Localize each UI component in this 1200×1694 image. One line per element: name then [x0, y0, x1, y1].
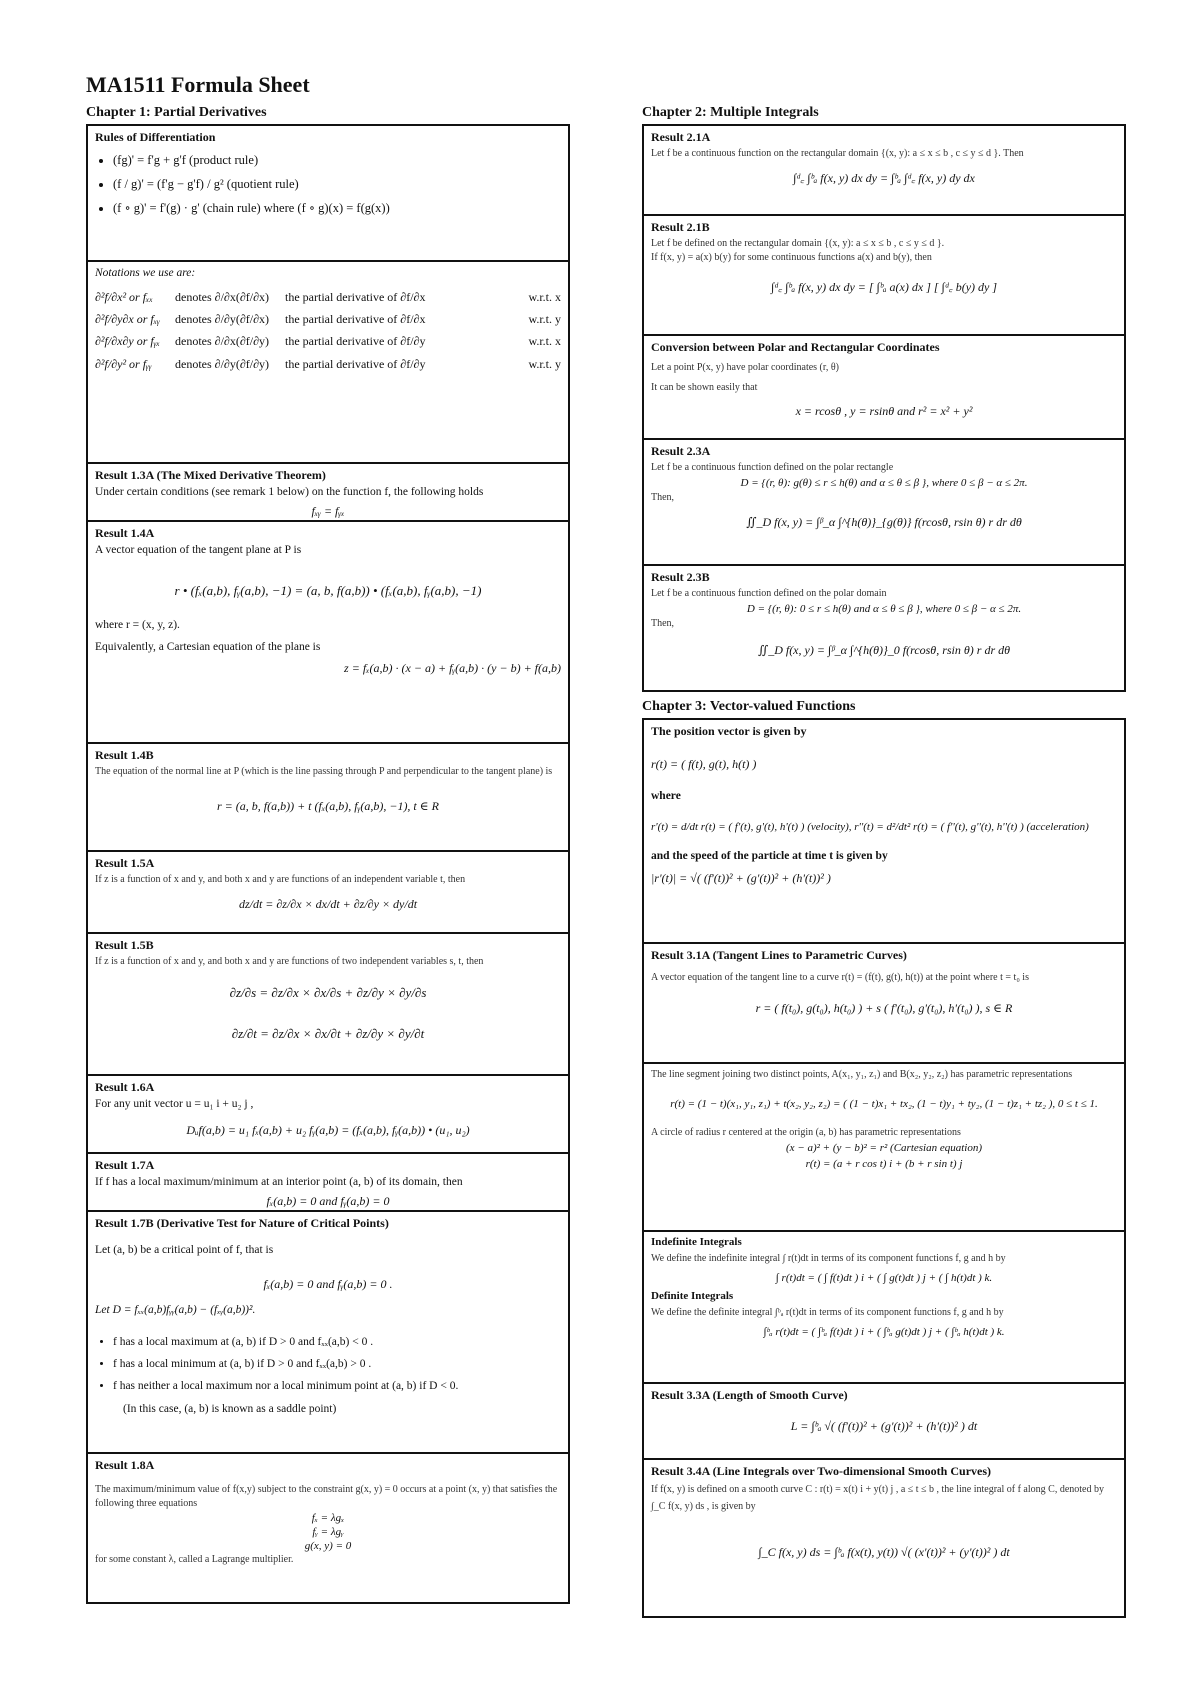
result-1-6a-equation: Dᵤf(a,b) = u₁ fₓ(a,b) + u₂ fᵧ(a,b) = (fₓ(a,b), fᵧ(a,b)) • (u₁, u₂) [186, 1122, 470, 1137]
polar-conversion-heading: Conversion between Polar and Rectangular Coordinates [651, 340, 940, 354]
velocity-acceleration-equation: r'(t) = d/dt r(t) = ( f'(t), g'(t), h'(t) ) (velocity), r''(t) = d²/dt² r(t) = ( f''(t), g''(t), h''(t) ) (acceleration) [651, 820, 1089, 833]
notation-denotes: denotes ∂/∂y(∂f/∂y) [175, 356, 270, 371]
notation-desc: the partial derivative of ∂f/∂y [285, 356, 426, 371]
result-1-8a-text: The maximum/minimum value of f(x,y) subject to the constraint g(x, y) = 0 occurs at a point (x, y) that satisfies the following three equations [95, 1484, 558, 1509]
result-1-4b-heading: Result 1.4B [95, 748, 154, 762]
notation-denotes: denotes ∂/∂y(∂f/∂x) [175, 311, 270, 326]
result-1-6a-text: For any unit vector u = u₁ i + u₂ j , [95, 1098, 254, 1110]
saddle-condition: • f has neither a local maximum nor a local minimum point at (a, b) if D < 0. [113, 1376, 561, 1398]
rules-box [86, 124, 570, 262]
result-3-4a-text: If f(x, y) is defined on a smooth curve C : r(t) = x(t) i + y(t) j , a ≤ t ≤ b , the line integral of f along C, denoted by ∫_C f(x, y) ds , is given by [651, 1484, 1104, 1512]
circle-cartesian-equation: (x − a)² + (y − b)² = r² (Cartesian equation) [786, 1141, 982, 1154]
result-1-8a-heading: Result 1.8A [95, 1458, 155, 1472]
notation-desc: the partial derivative of ∂f/∂x [285, 311, 426, 326]
notation-wrt: w.r.t. y [528, 311, 561, 326]
result-1-4a-equation: r • (fₓ(a,b), fᵧ(a,b), −1) = (a, b, f(a,b)) • (fₓ(a,b), fᵧ(a,b), −1) [174, 582, 482, 598]
result-2-1a-heading: Result 2.1A [651, 130, 711, 144]
position-vector-equation: r(t) = ( f(t), g(t), h(t) ) [651, 757, 757, 771]
indefinite-integrals-heading: Indefinite Integrals [651, 1236, 742, 1248]
result-1-4a-box [86, 522, 570, 744]
notation-symbol: ∂²f/∂y∂x or fₓᵧ [95, 311, 160, 326]
result-1-7a-equation: fₓ(a,b) = 0 and fᵧ(a,b) = 0 [266, 1193, 390, 1208]
notation-symbol: ∂²f/∂x∂y or fᵧₓ [95, 334, 160, 349]
result-2-1b-text: Let f be defined on the rectangular domain {(x, y): a ≤ x ≤ b , c ≤ y ≤ d }. [651, 238, 945, 249]
result-1-7a-heading: Result 1.7A [95, 1158, 155, 1172]
result-2-1a-text: Let f be a continuous function on the rectangular domain {(x, y): a ≤ x ≤ b , c ≤ y ≤ d }. Then [651, 148, 1024, 159]
notation-wrt: w.r.t. x [528, 289, 561, 304]
notation-symbol: ∂²f/∂y² or fᵧᵧ [95, 356, 152, 371]
notation-symbol: ∂²f/∂x² or fₓₓ [95, 289, 153, 304]
position-vector-heading: The position vector is given by [651, 724, 807, 738]
indefinite-integrals-text: We define the indefinite integral ∫ r(t)dt in terms of its component functions f, g and h by [651, 1253, 1006, 1264]
result-1-7b-list [113, 1332, 561, 1398]
result-2-3a-heading: Result 2.3A [651, 444, 711, 458]
chain-rule: • (f ∘ g)' = f'(g) · g' (chain rule) where (f ∘ g)(x) = f(g(x)) [113, 197, 561, 221]
polar-conversion-text: Let a point P(x, y) have polar coordinates (r, θ) [651, 362, 839, 373]
polar-conversion-equation: x = rcosθ , y = rsinθ and r² = x² + y² [795, 404, 973, 418]
result-2-3b-heading: Result 2.3B [651, 570, 710, 584]
vector-integrals-box [642, 1232, 1126, 1384]
result-1-3a-equation: fₓᵧ = fᵧₓ [311, 503, 345, 518]
result-1-3a-heading: Result 1.3A (The Mixed Derivative Theorem) [95, 468, 326, 482]
notation-row [95, 357, 561, 371]
chapter-1-heading: Chapter 1: Partial Derivatives [86, 105, 267, 120]
result-1-4a-cartesian: z = fₓ(a,b) · (x − a) + fᵧ(a,b) · (y − b) + f(a,b) [344, 661, 561, 676]
result-1-5b-box [86, 934, 570, 1076]
notation-denotes: denotes ∂/∂x(∂f/∂y) [175, 334, 270, 349]
notation-wrt: w.r.t. x [528, 334, 561, 349]
result-2-3a-then: Then, [651, 492, 675, 503]
saddle-point-note: (In this case, (a, b) is known as a saddle point) [123, 1402, 337, 1415]
result-1-5a-text: If z is a function of x and y, and both x and y are functions of an independent variable t, then [95, 874, 466, 885]
chapter-2-heading: Chapter 2: Multiple Integrals [642, 105, 819, 120]
result-1-7b-discriminant: Let D = fₓₓ(a,b)fᵧᵧ(a,b) − (fₓᵧ(a,b))². [95, 1303, 256, 1316]
result-1-7b-equation: fₓ(a,b) = 0 and fᵧ(a,b) = 0 . [263, 1276, 393, 1291]
result-2-3b-then: Then, [651, 618, 675, 629]
result-2-1b-text2: If f(x, y) = a(x) b(y) for some continuous functions a(x) and b(y), then [651, 251, 932, 263]
result-1-8a-box [86, 1454, 570, 1604]
speed-text: and the speed of the particle at time t is given by [651, 850, 888, 863]
result-3-4a-heading: Result 3.4A (Line Integrals over Two-dimensional Smooth Curves) [651, 1464, 992, 1478]
result-3-3a-box [642, 1384, 1126, 1460]
right-column [642, 104, 1126, 1618]
result-2-3a-equation: ∬_D f(x, y) = ∫ᵝ_α ∫^{h(θ)}_{g(θ)} f(rcosθ, rsin θ) r dr dθ [746, 514, 1022, 529]
definite-integrals-equation: ∫ᵇₐ r(t)dt = ( ∫ᵇₐ f(t)dt ) i + ( ∫ᵇₐ g(t)dt ) j + ( ∫ᵇₐ h(t)dt ) k. [763, 1325, 1005, 1338]
notation-row [95, 334, 561, 348]
lagrange-eq-fy: fᵧ = λgᵧ [312, 1525, 344, 1538]
result-1-5b-equation-s: ∂z/∂s = ∂z/∂x × ∂x/∂s + ∂z/∂y × ∂y/∂s [229, 984, 427, 1000]
result-1-4b-equation: r = (a, b, f(a,b)) + t (fₓ(a,b), fᵧ(a,b), −1), t ∈ R [217, 798, 439, 813]
result-1-4b-text: The equation of the normal line at P (which is the line passing through P and perpendicular to the tangent plane) is [95, 766, 553, 777]
result-3-1a-text: A vector equation of the tangent line to a curve r(t) = (f(t), g(t), h(t)) at the point where t = t₀ is [651, 972, 1029, 983]
notation-desc: the partial derivative of ∂f/∂y [285, 334, 426, 349]
result-2-3b-equation: ∬_D f(x, y) = ∫ᵝ_α ∫^{h(θ)}_0 f(rcosθ, rsin θ) r dr dθ [757, 642, 1011, 657]
result-2-1b-heading: Result 2.1B [651, 220, 710, 234]
result-1-7a-box [86, 1154, 570, 1212]
result-1-5b-text: If z is a function of x and y, and both x and y are functions of two independent variables s, t, then [95, 956, 484, 967]
result-1-5b-equation-t: ∂z/∂t = ∂z/∂x × ∂x/∂t + ∂z/∂y × ∂y/∂t [231, 1026, 425, 1041]
result-2-3a-domain: D = {(r, θ): g(θ) ≤ r ≤ h(θ) and α ≤ θ ≤ β }, where 0 ≤ β − α ≤ 2π. [740, 476, 1028, 489]
circle-vector-equation: r(t) = (a + r cos t) i + (b + r sin t) j [805, 1158, 963, 1170]
result-1-7b-heading: Result 1.7B (Derivative Test for Nature of Critical Points) [95, 1216, 389, 1230]
result-1-6a-box [86, 1076, 570, 1154]
result-2-3b-text: Let f be a continuous function defined on the polar domain [651, 588, 887, 599]
result-1-3a-text: Under certain conditions (see remark 1 below) on the function f, the following holds [95, 486, 484, 498]
definite-integrals-heading: Definite Integrals [651, 1290, 734, 1302]
product-rule: • (fg)' = f'g + g'f (product rule) [113, 149, 561, 173]
result-2-1a-box [642, 124, 1126, 216]
notation-row [95, 312, 561, 326]
notation-desc: the partial derivative of ∂f/∂x [285, 289, 426, 304]
result-1-4a-where: where r = (x, y, z). [95, 619, 180, 632]
position-vector-where: where [651, 790, 681, 802]
rules-heading: Rules of Differentiation [95, 130, 216, 144]
notation-wrt: w.r.t. y [528, 356, 561, 371]
result-1-4a-text: A vector equation of the tangent plane at P is [95, 544, 302, 556]
notations-box [86, 262, 570, 464]
chapter-3-heading: Chapter 3: Vector-valued Functions [642, 699, 856, 714]
result-3-3a-heading: Result 3.3A (Length of Smooth Curve) [651, 1388, 848, 1402]
notation-row [95, 290, 561, 304]
polar-conversion-box [642, 336, 1126, 440]
result-3-1a-equation: r = ( f(t₀), g(t₀), h(t₀) ) + s ( f'(t₀), g'(t₀), h'(t₀) ), s ∈ R [755, 1000, 1013, 1015]
result-1-5b-heading: Result 1.5B [95, 938, 154, 952]
local-min-condition: • f has a local minimum at (a, b) if D > 0 and fₓₓ(a,b) > 0 . [113, 1354, 561, 1376]
result-3-1a-box [642, 944, 1126, 1064]
result-3-1a-heading: Result 3.1A (Tangent Lines to Parametric Curves) [651, 948, 907, 962]
result-1-7b-text: Let (a, b) be a critical point of f, that is [95, 1244, 274, 1256]
speed-equation: |r'(t)| = √( (f'(t))² + (g'(t))² + (h'(t))² ) [651, 870, 831, 885]
result-1-5a-heading: Result 1.5A [95, 856, 155, 870]
result-1-6a-heading: Result 1.6A [95, 1080, 155, 1094]
result-1-4a-heading: Result 1.4A [95, 526, 155, 540]
page-title: MA1511 Formula Sheet [86, 72, 310, 97]
result-1-3a-box [86, 464, 570, 522]
quotient-rule: • (f / g)' = (f'g − g'f) / g² (quotient rule) [113, 173, 561, 197]
lagrange-eq-constraint: g(x, y) = 0 [304, 1539, 352, 1552]
left-column [86, 104, 570, 1604]
result-1-4a-text2: Equivalently, a Cartesian equation of the plane is [95, 640, 321, 653]
line-segment-circle-box [642, 1064, 1126, 1232]
line-segment-text: The line segment joining two distinct points, A(x₁, y₁, z₁) and B(x₂, y₂, z₂) has parametric representations [651, 1069, 1073, 1080]
result-1-4b-box [86, 744, 570, 852]
result-1-8a-text2: for some constant λ, called a Lagrange multiplier. [95, 1554, 294, 1566]
definite-integrals-text: We define the definite integral ∫ᵇₐ r(t)dt in terms of its component functions f, g and h by [651, 1307, 1004, 1318]
result-1-7a-text: If f has a local maximum/minimum at an interior point (a, b) of its domain, then [95, 1176, 463, 1188]
position-vector-box [642, 718, 1126, 944]
line-segment-equation: r(t) = (1 − t)(x₁, y₁, z₁) + t(x₂, y₂, z₂) = ( (1 − t)x₁ + tx₂, (1 − t)y₁ + ty₂, (1 − t)z₁ + tz₂ ), 0 ≤ t ≤ 1. [670, 1097, 1098, 1110]
result-2-1b-box [642, 216, 1126, 336]
result-3-3a-equation: L = ∫ᵇₐ √( (f'(t))² + (g'(t))² + (h'(t))² ) dt [790, 1419, 978, 1433]
notation-denotes: denotes ∂/∂x(∂f/∂x) [175, 289, 270, 304]
lagrange-eq-fx: fₓ = λgₓ [311, 1512, 345, 1524]
result-1-7b-box [86, 1212, 570, 1454]
result-2-1a-equation: ∫ᵈ꜀ ∫ᵇₐ f(x, y) dx dy = ∫ᵇₐ ∫ᵈ꜀ f(x, y) dy dx [793, 170, 975, 185]
rules-list [113, 149, 561, 220]
polar-conversion-text2: It can be shown easily that [651, 381, 758, 393]
result-2-3b-box [642, 566, 1126, 692]
result-3-4a-equation: ∫_C f(x, y) ds = ∫ᵇₐ f(x(t), y(t)) √( (x'(t))² + (y'(t))² ) dt [758, 1545, 1010, 1559]
result-2-3a-box [642, 440, 1126, 566]
local-max-condition: • f has a local maximum at (a, b) if D > 0 and fₓₓ(a,b) < 0 . [113, 1332, 561, 1354]
result-3-4a-box [642, 1460, 1126, 1618]
notations-heading: Notations we use are: [95, 267, 196, 279]
indefinite-integrals-equation: ∫ r(t)dt = ( ∫ f(t)dt ) i + ( ∫ g(t)dt ) j + ( ∫ h(t)dt ) k. [775, 1271, 993, 1284]
result-2-1b-equation: ∫ᵈ꜀ ∫ᵇₐ f(x, y) dx dy = [ ∫ᵇₐ a(x) dx ] [ ∫ᵈ꜀ b(y) dy ] [770, 280, 998, 294]
result-1-5a-equation: dz/dt = ∂z/∂x × dx/dt + ∂z/∂y × dy/dt [238, 896, 418, 911]
result-2-3b-domain: D = {(r, θ): 0 ≤ r ≤ h(θ) and α ≤ θ ≤ β }, where 0 ≤ β − α ≤ 2π. [746, 602, 1022, 615]
circle-text: A circle of radius r centered at the origin (a, b) has parametric representations [651, 1127, 961, 1138]
result-1-5a-box [86, 852, 570, 934]
result-2-3a-text: Let f be a continuous function defined on the polar rectangle [651, 462, 894, 473]
